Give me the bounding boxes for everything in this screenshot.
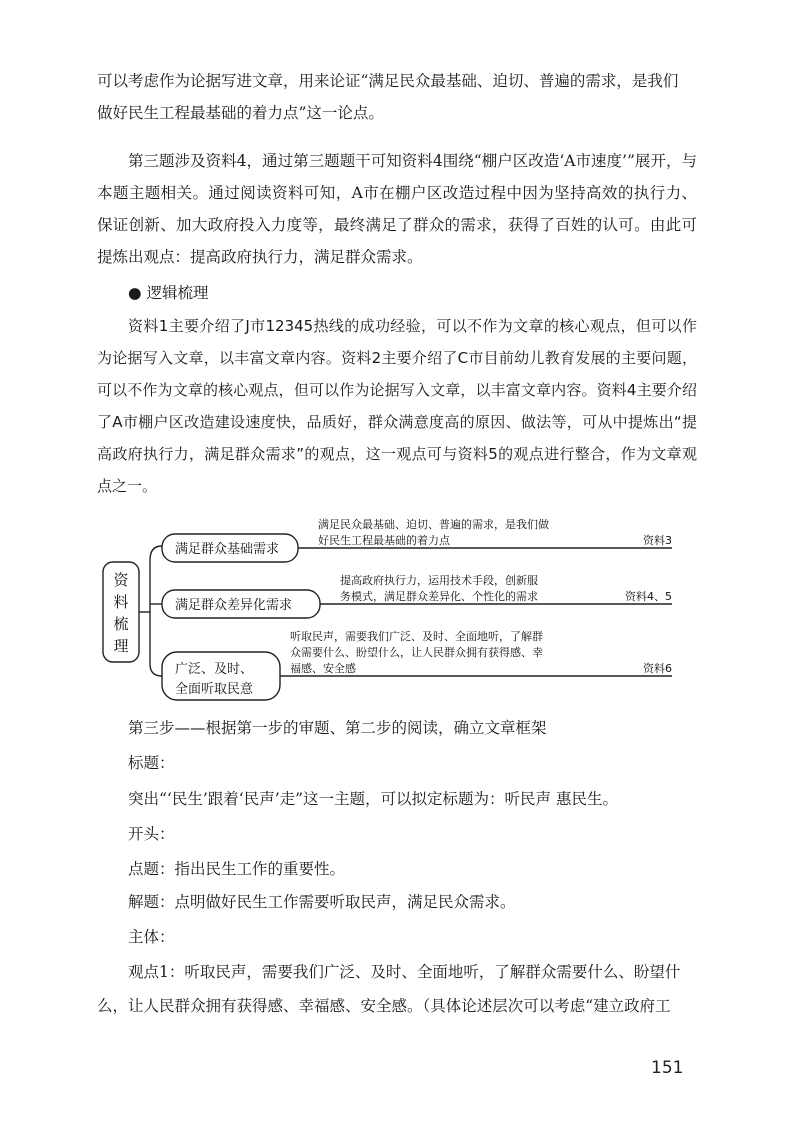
explain-title: 解题：点明做好民生工作需要听取民声，满足民众需求。 — [128, 893, 516, 911]
paragraph-1-line-2: 做好民生工程最基础的着力点”这一论点。 — [97, 104, 384, 122]
note-2-line-1: 提高政府执行力，运用技术手段，创新服 — [340, 574, 538, 587]
source-tag-3: 资料6 — [643, 662, 672, 675]
branch-box-1 — [162, 534, 298, 562]
paragraph-3: 资料1主要介绍了J市12345热线的成功经验，可以不作为文章的核心观点，但可以作为论据写入文章，以丰富文章内容。资料2主要介绍了C市目前幼儿教育发展的主要问题，可以不作为文章的核心观点，但可以作为论据写入文章，以丰富文章内容。资料4主要介绍了A市棚户区改造建设速度快，品质好，群众满意度高的原因、做法等，可从中提炼出“提高政府执行力，满足群众需求”的观点，这一观点可与资料5的观点进行整合，作为文章观点之一。 — [97, 317, 697, 495]
paragraph-1-line-1: 可以考虑作为论据写进文章，用来论证“满足民众最基础、迫切、普遍的需求，是我们 — [97, 72, 679, 90]
note-3-line-1: 听取民声，需要我们广泛、及时、全面地听，了解群 — [290, 630, 543, 643]
branch-label-3a: 广泛、及时、 — [175, 662, 254, 677]
branch-box-2 — [162, 590, 320, 618]
step3-heading: 第三步——根据第一步的审题、第二步的阅读，确立文章框架 — [128, 719, 547, 737]
logic-heading: ● 逻辑梳理 — [128, 284, 209, 302]
title-label: 标题： — [128, 754, 175, 772]
bracket — [150, 546, 162, 676]
page-number: 151 — [651, 1058, 684, 1078]
title-text: 突出“‘民生’跟着‘民声’走”这一主题，可以拟定标题为：听民声 惠民生。 — [128, 790, 618, 808]
opening-label: 开头： — [128, 825, 175, 843]
view1-line-2: 么，让人民群众拥有获得感、幸福感、安全感。（具体论述层次可以考虑“建立政府工 — [97, 997, 671, 1015]
point-title: 点题：指出民生工作的重要性。 — [128, 860, 346, 878]
branch-box-3 — [162, 652, 280, 700]
view1-line-1: 观点1：听取民声，需要我们广泛、及时、全面地听，了解群众需要什么、盼望什 — [128, 963, 681, 981]
root-box — [103, 562, 139, 662]
branch-label-1: 满足群众基础需求 — [175, 542, 280, 557]
root-char-2: 料 — [113, 593, 129, 611]
paragraph-2: 第三题涉及资料4，通过第三题题干可知资料4围绕“棚户区改造‘A市速度’”展开，与本题主题相关。通过阅读资料可知，A市在棚户区改造过程中因为坚持高效的执行力、保证创新、加大政府投入力度等，最终满足了群众的需求，获得了百姓的认可。由此可提炼出观点：提高政府执行力，满足群众需求。 — [97, 152, 697, 266]
root-char-1: 资 — [113, 571, 129, 589]
note-2-line-2: 务模式，满足群众差异化、个性化的需求 — [340, 590, 538, 603]
source-tag-1: 资料3 — [643, 534, 672, 547]
root-char-4: 理 — [113, 637, 129, 655]
branch-label-3b: 全面听取民意 — [175, 682, 254, 697]
note-3-line-2: 众需要什么、盼望什么，让人民群众拥有获得感、幸 — [290, 646, 543, 659]
body-label: 主体： — [128, 928, 175, 946]
note-3-line-3: 福感、安全感 — [290, 662, 356, 675]
root-char-3: 梳 — [113, 615, 129, 633]
note-1-line-1: 满足民众最基础、迫切、普遍的需求，是我们做 — [318, 518, 549, 531]
source-tag-2: 资料4、5 — [625, 590, 672, 603]
note-1-line-2: 好民生工程最基础的着力点 — [318, 534, 450, 547]
branch-label-2: 满足群众差异化需求 — [175, 598, 293, 613]
